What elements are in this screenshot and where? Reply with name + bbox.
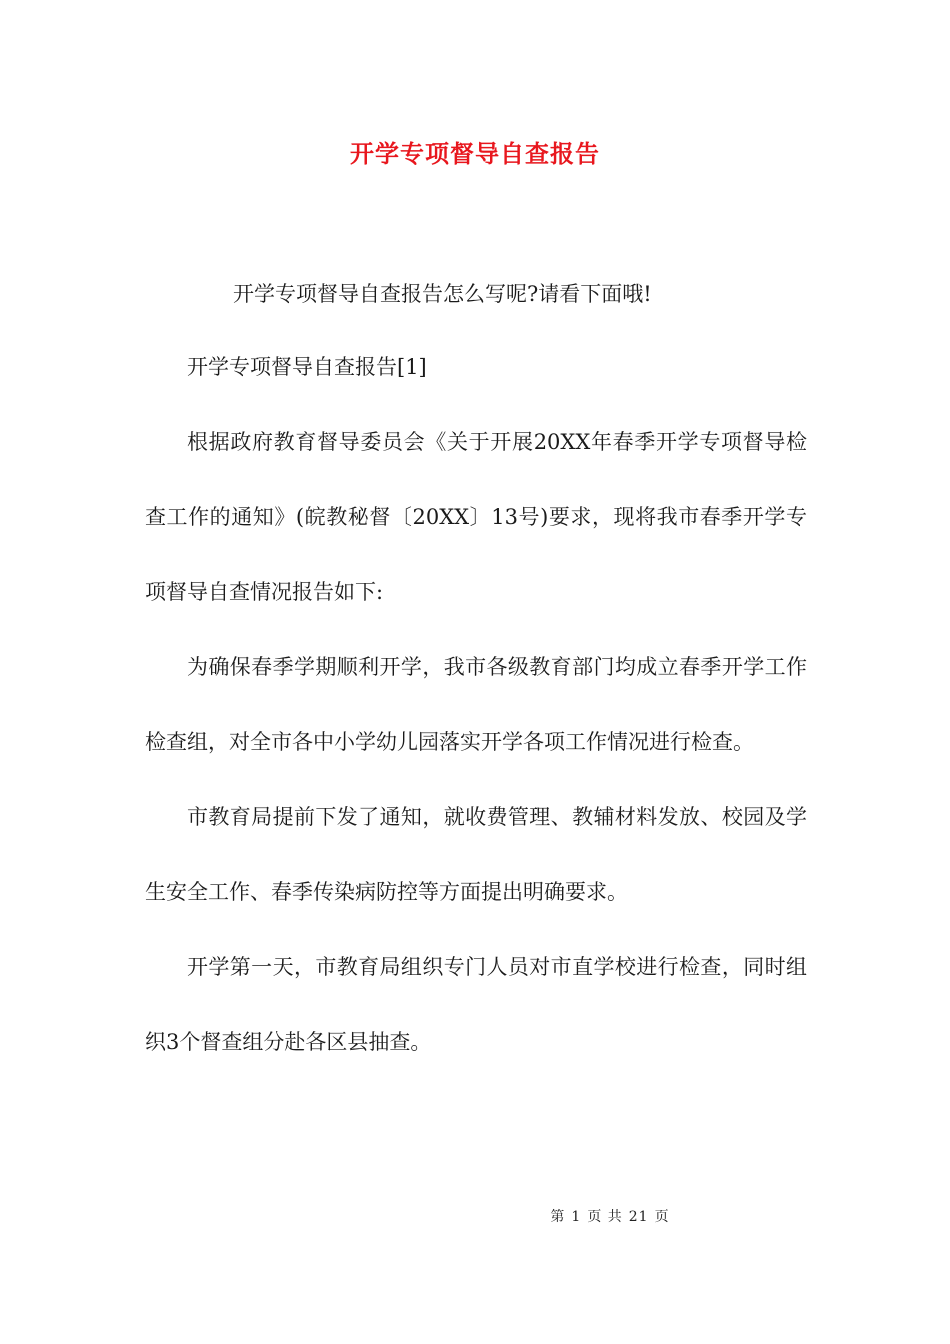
footer-prefix: 第 xyxy=(550,1209,566,1225)
page-footer xyxy=(0,1202,950,1232)
section-heading: 开学专项督导自查报告[1] xyxy=(187,355,427,379)
body-paragraph: 根据政府教育督导委员会《关于开展20XX年春季开学专项督导检查工作的通知》(皖教秘督〔20XX〕13号)要求，现将我市春季开学专项督导自查情况报告如下: xyxy=(145,430,807,604)
body-paragraph: 为确保春季学期顺利开学，我市各级教育部门均成立春季开学工作检查组，对全市各中小学幼儿园落实开学各项工作情况进行检查。 xyxy=(145,655,807,754)
body-paragraph: 开学第一天，市教育局组织专门人员对市直学校进行检查，同时组织3个督查组分赴各区县抽查。 xyxy=(145,955,807,1054)
document-title: 开学专项督导自查报告 xyxy=(350,139,600,168)
footer-middle: 页 共 xyxy=(587,1209,623,1225)
footer-page-number: 1 xyxy=(571,1209,582,1225)
document-body xyxy=(145,330,807,1080)
intro-line: 开学专项督导自查报告怎么写呢?请看下面哦! xyxy=(233,282,652,306)
body-paragraph: 市教育局提前下发了通知，就收费管理、教辅材料发放、校园及学生安全工作、春季传染病防控等方面提出明确要求。 xyxy=(145,805,807,904)
footer-suffix: 页 xyxy=(654,1209,670,1225)
footer-total-pages: 21 xyxy=(628,1209,649,1225)
